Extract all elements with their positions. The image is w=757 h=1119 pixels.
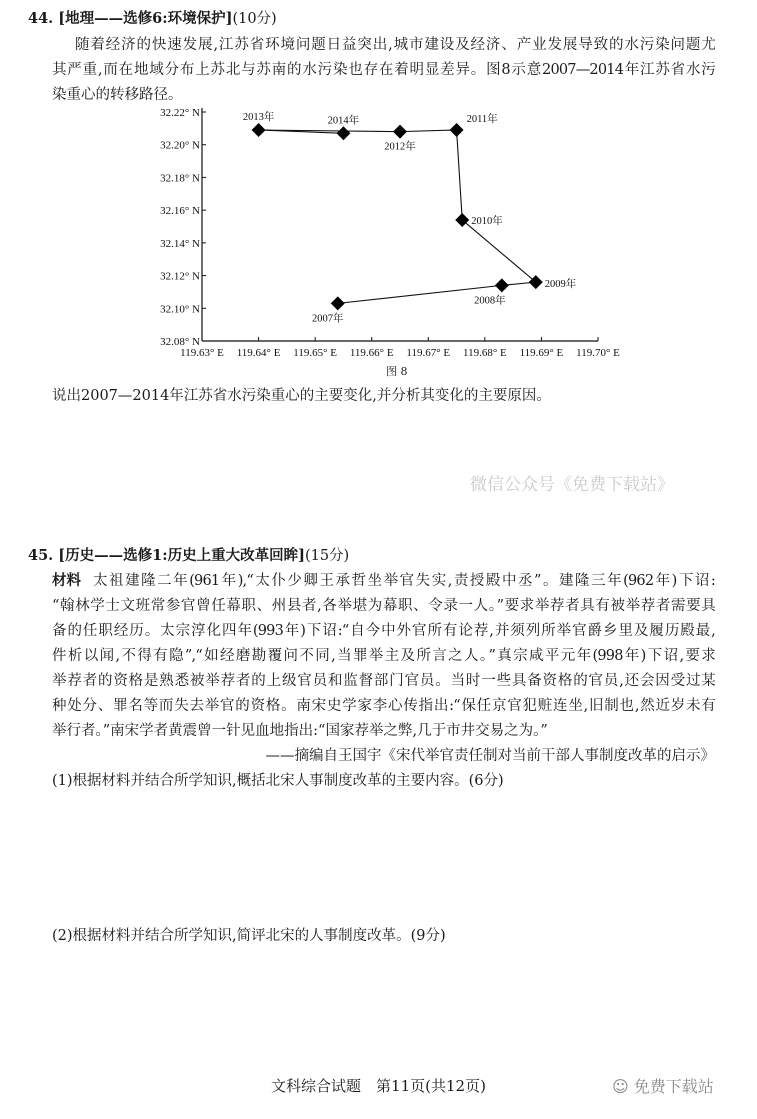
x-tick-label: 119.69° E (519, 347, 564, 359)
point-label: 2013年 (242, 111, 275, 123)
point-label: 2008年 (474, 295, 506, 307)
x-tick-label: 119.70° E (576, 347, 620, 359)
q45-material-line-1 (52, 571, 715, 591)
q45-material-line-3: 备的任职经历。太宗淳化四年(993年)下诏:“自今中外官所有论荐,并须列所举官爵乡里及履历殿最, (52, 623, 715, 639)
y-tick-label: 32.14° N (160, 237, 200, 250)
y-tick-label: 32.20° N (160, 139, 200, 152)
point-label: 2011年 (466, 113, 498, 125)
watermark-logo (612, 1074, 714, 1097)
x-tick-label: 119.68° E (462, 347, 507, 359)
q44-para-line-1: 随着经济的快速发展,江苏省环境问题日益突出,城市建设及经济、产业发展导致的水污染问题尤 (75, 37, 715, 53)
q45-title: 45. [历史——选修1:历史上重大改革回眸] (28, 547, 305, 564)
point-label: 2014年 (327, 115, 360, 127)
q45-sub-question-1: (1)根据材料并结合所学知识,概括北宋人事制度改革的主要内容。(6分) (52, 773, 504, 789)
x-tick-label: 119.65° E (293, 347, 338, 359)
material-text: 太祖建隆二年(961年),“太仆少卿王承哲坐举官失实,责授殿中丞”。建隆三年(962年)下诏: (93, 573, 715, 589)
diagonal-watermark: 微信公众号《免费下载站》 (470, 475, 674, 495)
y-tick-label: 32.16° N (160, 205, 200, 218)
q45-points: (15分) (304, 548, 350, 564)
q44-title: 44. [地理——选修6:环境保护] (28, 10, 233, 27)
wechat-icon: ☺ (612, 1077, 634, 1096)
q45-header (28, 546, 349, 566)
diamond-marker (252, 123, 266, 137)
diamond-marker (495, 278, 509, 292)
diamond-marker (331, 296, 345, 310)
diamond-marker (529, 275, 543, 289)
q44-para-line-2: 其严重,而在地域分布上苏北与苏南的水污染也存在着明显差异。图8示意2007—2014年江苏省水污 (52, 62, 715, 78)
q45-material-line-6: 种处分、罪名等而失去举官的资格。南宋史学家李心传指出:“保任京官犯赃连坐,旧制也,然近岁未有 (52, 698, 715, 714)
diamond-marker (393, 125, 407, 139)
q45-source: ——摘编自王国宇《宋代举官责任制对当前干部人事制度改革的启示》 (265, 748, 715, 764)
y-tick-label: 32.10° N (160, 303, 200, 316)
material-label: 材料 (52, 572, 81, 589)
q44-points: (10分) (232, 11, 277, 27)
y-tick-label: 32.08° N (160, 336, 200, 348)
q45-material-line-2: “翰林学士文班常参官曾任幕职、州县者,各举堪为幕职、令录一人。”要求举荐者具有被举荐者需要具 (52, 598, 715, 614)
q45-material-line-7: 举行者。”南宋学者黄震曾一针见血地指出:“国家荐举之弊,几于市井交易之为。” (52, 723, 548, 739)
y-tick-label: 32.12° N (160, 270, 200, 283)
y-tick-label: 32.18° N (160, 172, 200, 185)
x-tick-label: 119.66° E (349, 347, 394, 359)
diamond-marker (455, 213, 469, 227)
diamond-marker (336, 126, 350, 140)
y-tick-label: 32.22° N (160, 107, 200, 119)
point-label: 2010年 (471, 215, 503, 227)
q45-material-line-4: 件析以闻,不得有隐”,“如经磨勘覆问不同,当罪举主及所言之人。”真宗咸平元年(998年)下诏,要求 (52, 648, 715, 664)
logo-text: 免费下载站 (633, 1077, 714, 1096)
point-label: 2012年 (384, 141, 416, 153)
x-tick-label: 119.67° E (406, 347, 451, 359)
q44-para-line-3: 染重心的转移路径。 (52, 87, 183, 103)
x-tick-label: 119.64° E (236, 347, 281, 359)
q45-material-line-5: 举荐者的资格是熟悉被举荐者的上级官员和监督部门官员。当时一些具备资格的官员,还会因受过某 (52, 673, 715, 689)
x-tick-label: 119.63° E (180, 347, 224, 359)
figure-caption: 图 8 (386, 365, 408, 378)
q44-question: 说出2007—2014年江苏省水污染重心的主要变化,并分析其变化的主要原因。 (52, 388, 551, 404)
point-label: 2007年 (312, 313, 344, 325)
figure-8-chart (0, 0, 757, 380)
diamond-marker (450, 123, 464, 137)
point-label: 2009年 (544, 279, 577, 291)
q45-sub-question-2: (2)根据材料并结合所学知识,简评北宋的人事制度改革。(9分) (52, 928, 446, 944)
page-footer: 文科综合试题 第11页(共12页) (271, 1077, 486, 1095)
